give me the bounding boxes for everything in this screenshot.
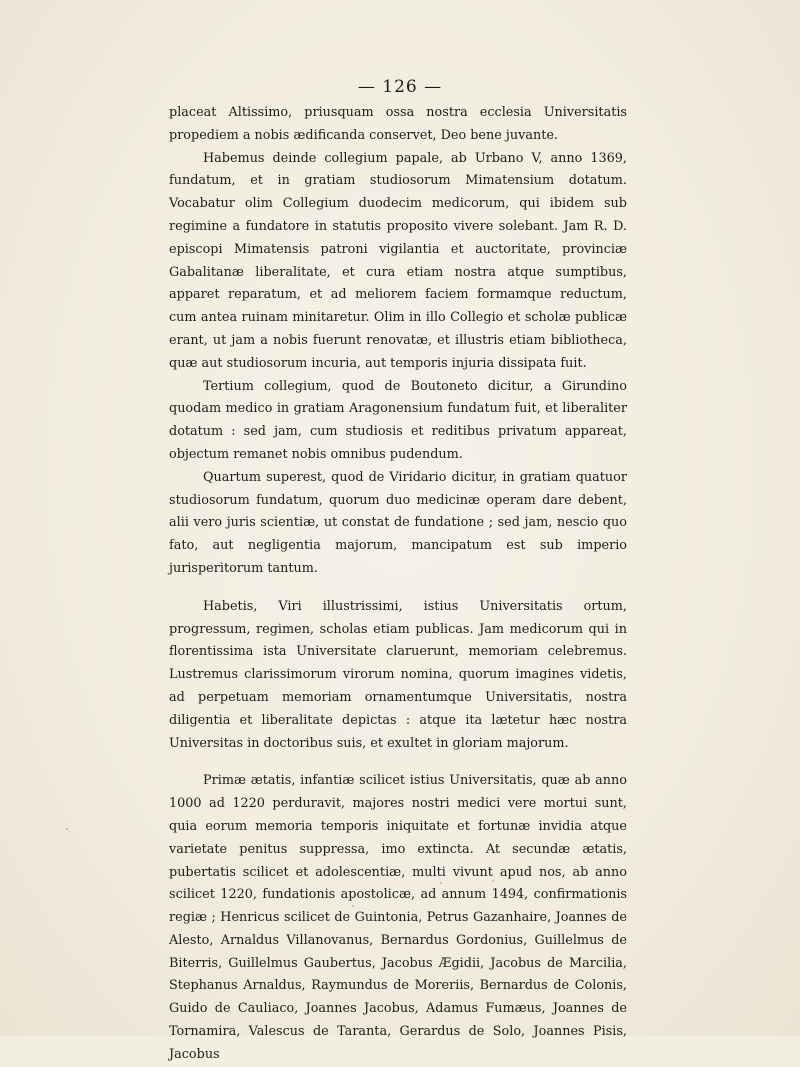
paragraph-5: Habetis, Viri illustrissimi, istius Universitatis ortum, progressum, regimen, scholas etiam publicas. Jam medicorum qui in florentissima ista Universitate claruerunt, memoriam celebremus. Lustremus clarissimorum virorum nomina, quorum imagines videtis, ad perpetuam memoriam ornamentumque Universitatis, nostra diligentia et liberalitate depictas : atque ita lætetur hæc nostra Universitas in doctoribus suis, et exultet in gloriam majorum. (169, 598, 627, 751)
paragraph-4: Quartum superest, quod de Viridario dicitur, in gratiam quatuor studiosorum fundatum, quorum duo medicinæ operam dare debent, alii vero juris scientiæ, ut constat de fundatione ; sed jam, nescio quo fato, aut negligentia majorum, mancipatum est sub imperio jurisperitorum tantum. (169, 469, 627, 576)
page-number: — 126 — (357, 77, 443, 97)
paper-speck (352, 905, 354, 907)
paragraph-1: placeat Altissimo, priusquam ossa nostra ecclesia Universitatis propediem a nobis ædificanda conservet, Deo bene juvante. (169, 105, 627, 143)
paragraph-3: Tertium collegium, quod de Boutoneto dicitur, a Girundino quodam medico in gratiam Aragonensium fundatum fuit, et liberaliter dotatum : sed jam, cum studiosis et reditibus privatum appareat, objectum remanet nobis omnibus pudendum. (169, 378, 627, 462)
paragraph-6: Primæ ætatis, infantiæ scilicet istius Universitatis, quæ ab anno 1000 ad 1220 perduravit, majores nostri medici vere mortui sunt, quia eorum memoria temporis iniquitate et fortunæ invidia atque varietate penitus suppressa, imo extincta. At secundæ ætatis, pubertatis scilicet et adolescentiæ, multi vivunt apud nos, ab anno scilicet 1220, fundationis apostolicæ, ad annum 1494, confirmationis regiæ ; Henricus scilicet de Guintonia, Petrus Gazanhaire, Joannes de Alesto, Arnaldus Villanovanus, Bernardus Gordonius, Guillelmus de Biterris, Guillelmus Gaubertus, Jacobus Ægidii, Jacobus de Marcilia, Stephanus Arnaldus, Raymundus de Moreriis, Bernardus de Colonis, Guido de Cauliaco, Joannes Jacobus, Adamus Fumæus, Joannes de Tornamira, Valescus de Taranta, Gerardus de Solo, Joannes Pisis, Jacobus (169, 773, 627, 1062)
paragraph-2: Habemus deinde collegium papale, ab Urbano V, anno 1369, fundatum, et in gratiam studiosorum Mimatensium dotatum. Vocabatur olim Collegium duodecim medicorum, qui ibidem sub regimine a fundatore in statutis proposito vivere solebant. Jam R. D. episcopi Mimatensis patroni vigilantia et auctoritate, provinciæ Gabalitanæ liberalitate, et cura etiam nostra atque sumptibus, apparet reparatum, et ad meliorem faciem formamque reductum, cum antea ruinam minitaretur. Olim in illo Collegio et scholæ publicæ erant, ut jam a nobis fuerunt renovatæ, et illustris etiam bibliotheca, quæ aut studiosorum incuria, aut temporis injuria dissipata fuit. (169, 150, 627, 371)
text-block (169, 102, 627, 1067)
paper-speck (440, 882, 442, 884)
paper-speck (492, 880, 494, 882)
paper-speck (66, 828, 68, 830)
